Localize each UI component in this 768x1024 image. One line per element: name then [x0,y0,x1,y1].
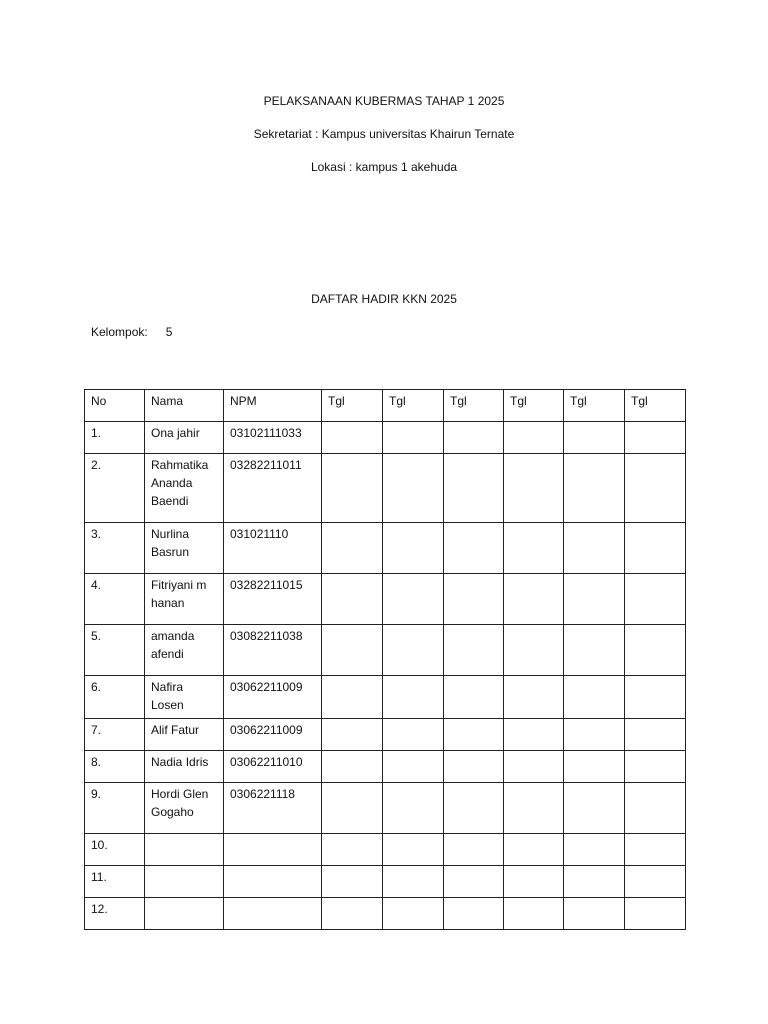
attendance-date-cell [564,454,625,523]
row-number-cell: 10. [85,834,145,866]
student-npm-cell: 03282211015 [224,574,322,625]
column-header: Tgl [564,390,625,422]
attendance-date-cell [444,523,504,574]
attendance-date-cell [625,719,686,751]
attendance-date-cell [444,676,504,719]
attendance-date-cell [322,625,383,676]
attendance-date-cell [564,422,625,454]
attendance-date-cell [504,866,564,898]
table-row [85,866,686,898]
student-npm-cell: 03082211038 [224,625,322,676]
group-value: 5 [165,325,173,339]
document-title: PELAKSANAAN KUBERMAS TAHAP 1 2025 [263,94,505,108]
student-npm-cell: 03062211009 [224,719,322,751]
row-number-cell: 9. [85,783,145,834]
attendance-date-cell [444,422,504,454]
student-npm-cell: 031021110 [224,523,322,574]
column-header: Tgl [383,390,444,422]
group-label: Kelompok: [91,325,148,339]
column-header: Tgl [504,390,564,422]
attendance-date-cell [504,898,564,930]
table-row [85,751,686,783]
attendance-date-cell [504,523,564,574]
student-npm-cell [224,834,322,866]
attendance-date-cell [322,898,383,930]
student-name-cell: Rahmatika Ananda Baendi [145,454,224,523]
attendance-date-cell [383,574,444,625]
student-name-cell [145,898,224,930]
table-row [85,625,686,676]
column-header: Tgl [625,390,686,422]
student-name-cell: Hordi Glen Gogaho [145,783,224,834]
student-npm-cell: 03282211011 [224,454,322,523]
attendance-date-cell [564,523,625,574]
attendance-date-cell [383,783,444,834]
attendance-date-cell [322,783,383,834]
table-body [85,422,686,930]
attendance-list-title: DAFTAR HADIR KKN 2025 [311,292,457,306]
table-row [85,574,686,625]
table-row [85,834,686,866]
attendance-date-cell [564,676,625,719]
row-number-cell: 3. [85,523,145,574]
attendance-date-cell [383,898,444,930]
attendance-date-cell [625,523,686,574]
attendance-date-cell [383,719,444,751]
column-header: Nama [145,390,224,422]
student-npm-cell: 03062211010 [224,751,322,783]
attendance-date-cell [564,898,625,930]
table-row [85,783,686,834]
table-row [85,719,686,751]
student-name-cell: Fitriyani m hanan [145,574,224,625]
attendance-date-cell [504,625,564,676]
row-number-cell: 11. [85,866,145,898]
attendance-date-cell [322,454,383,523]
attendance-date-cell [322,574,383,625]
attendance-date-cell [444,751,504,783]
table-row [85,523,686,574]
attendance-date-cell [504,719,564,751]
attendance-date-cell [383,834,444,866]
attendance-date-cell [625,751,686,783]
student-name-cell: Nurlina Basrun [145,523,224,574]
attendance-date-cell [322,866,383,898]
attendance-date-cell [322,676,383,719]
attendance-date-cell [444,898,504,930]
attendance-date-cell [444,574,504,625]
student-name-cell [145,834,224,866]
attendance-date-cell [504,676,564,719]
group-line [91,325,172,339]
row-number-cell: 1. [85,422,145,454]
attendance-date-cell [383,866,444,898]
attendance-date-cell [444,866,504,898]
attendance-date-cell [625,834,686,866]
row-number-cell: 12. [85,898,145,930]
table-row [85,422,686,454]
attendance-date-cell [564,719,625,751]
row-number-cell: 8. [85,751,145,783]
attendance-date-cell [444,834,504,866]
attendance-date-cell [564,866,625,898]
table-row [85,898,686,930]
attendance-date-cell [625,625,686,676]
attendance-date-cell [322,719,383,751]
attendance-date-cell [383,454,444,523]
row-number-cell: 5. [85,625,145,676]
attendance-date-cell [625,422,686,454]
column-header: No [85,390,145,422]
attendance-table [84,389,686,930]
attendance-date-cell [625,454,686,523]
student-name-cell: Ona jahir [145,422,224,454]
attendance-date-cell [322,834,383,866]
attendance-date-cell [444,454,504,523]
attendance-date-cell [504,454,564,523]
table-row [85,676,686,719]
student-name-cell [145,866,224,898]
attendance-date-cell [504,783,564,834]
attendance-date-cell [564,625,625,676]
attendance-date-cell [564,783,625,834]
attendance-date-cell [322,751,383,783]
column-header: Tgl [444,390,504,422]
student-name-cell: Nadia Idris [145,751,224,783]
student-npm-cell: 0306221118 [224,783,322,834]
attendance-date-cell [383,751,444,783]
attendance-date-cell [383,676,444,719]
student-npm-cell [224,898,322,930]
attendance-date-cell [625,898,686,930]
student-name-cell: Alif Fatur [145,719,224,751]
attendance-date-cell [564,834,625,866]
location-line: Lokasi : kampus 1 akehuda [310,160,458,174]
attendance-date-cell [444,625,504,676]
row-number-cell: 6. [85,676,145,719]
attendance-date-cell [625,783,686,834]
table-header-row [85,390,686,422]
attendance-date-cell [444,719,504,751]
attendance-date-cell [504,751,564,783]
attendance-date-cell [322,422,383,454]
attendance-date-cell [625,866,686,898]
student-npm-cell: 03102111033 [224,422,322,454]
attendance-date-cell [625,676,686,719]
attendance-date-cell [625,574,686,625]
attendance-date-cell [383,422,444,454]
row-number-cell: 7. [85,719,145,751]
column-header: NPM [224,390,322,422]
attendance-date-cell [564,574,625,625]
attendance-date-cell [383,625,444,676]
column-header: Tgl [322,390,383,422]
attendance-date-cell [504,834,564,866]
attendance-date-cell [504,574,564,625]
attendance-date-cell [444,783,504,834]
attendance-date-cell [504,422,564,454]
attendance-date-cell [322,523,383,574]
row-number-cell: 2. [85,454,145,523]
secretariat-line: Sekretariat : Kampus universitas Khairun Ternate [253,127,515,141]
student-name-cell: Nafira Losen [145,676,224,719]
student-npm-cell [224,866,322,898]
student-npm-cell: 03062211009 [224,676,322,719]
attendance-date-cell [383,523,444,574]
row-number-cell: 4. [85,574,145,625]
table-row [85,454,686,523]
student-name-cell: amanda afendi [145,625,224,676]
attendance-date-cell [564,751,625,783]
